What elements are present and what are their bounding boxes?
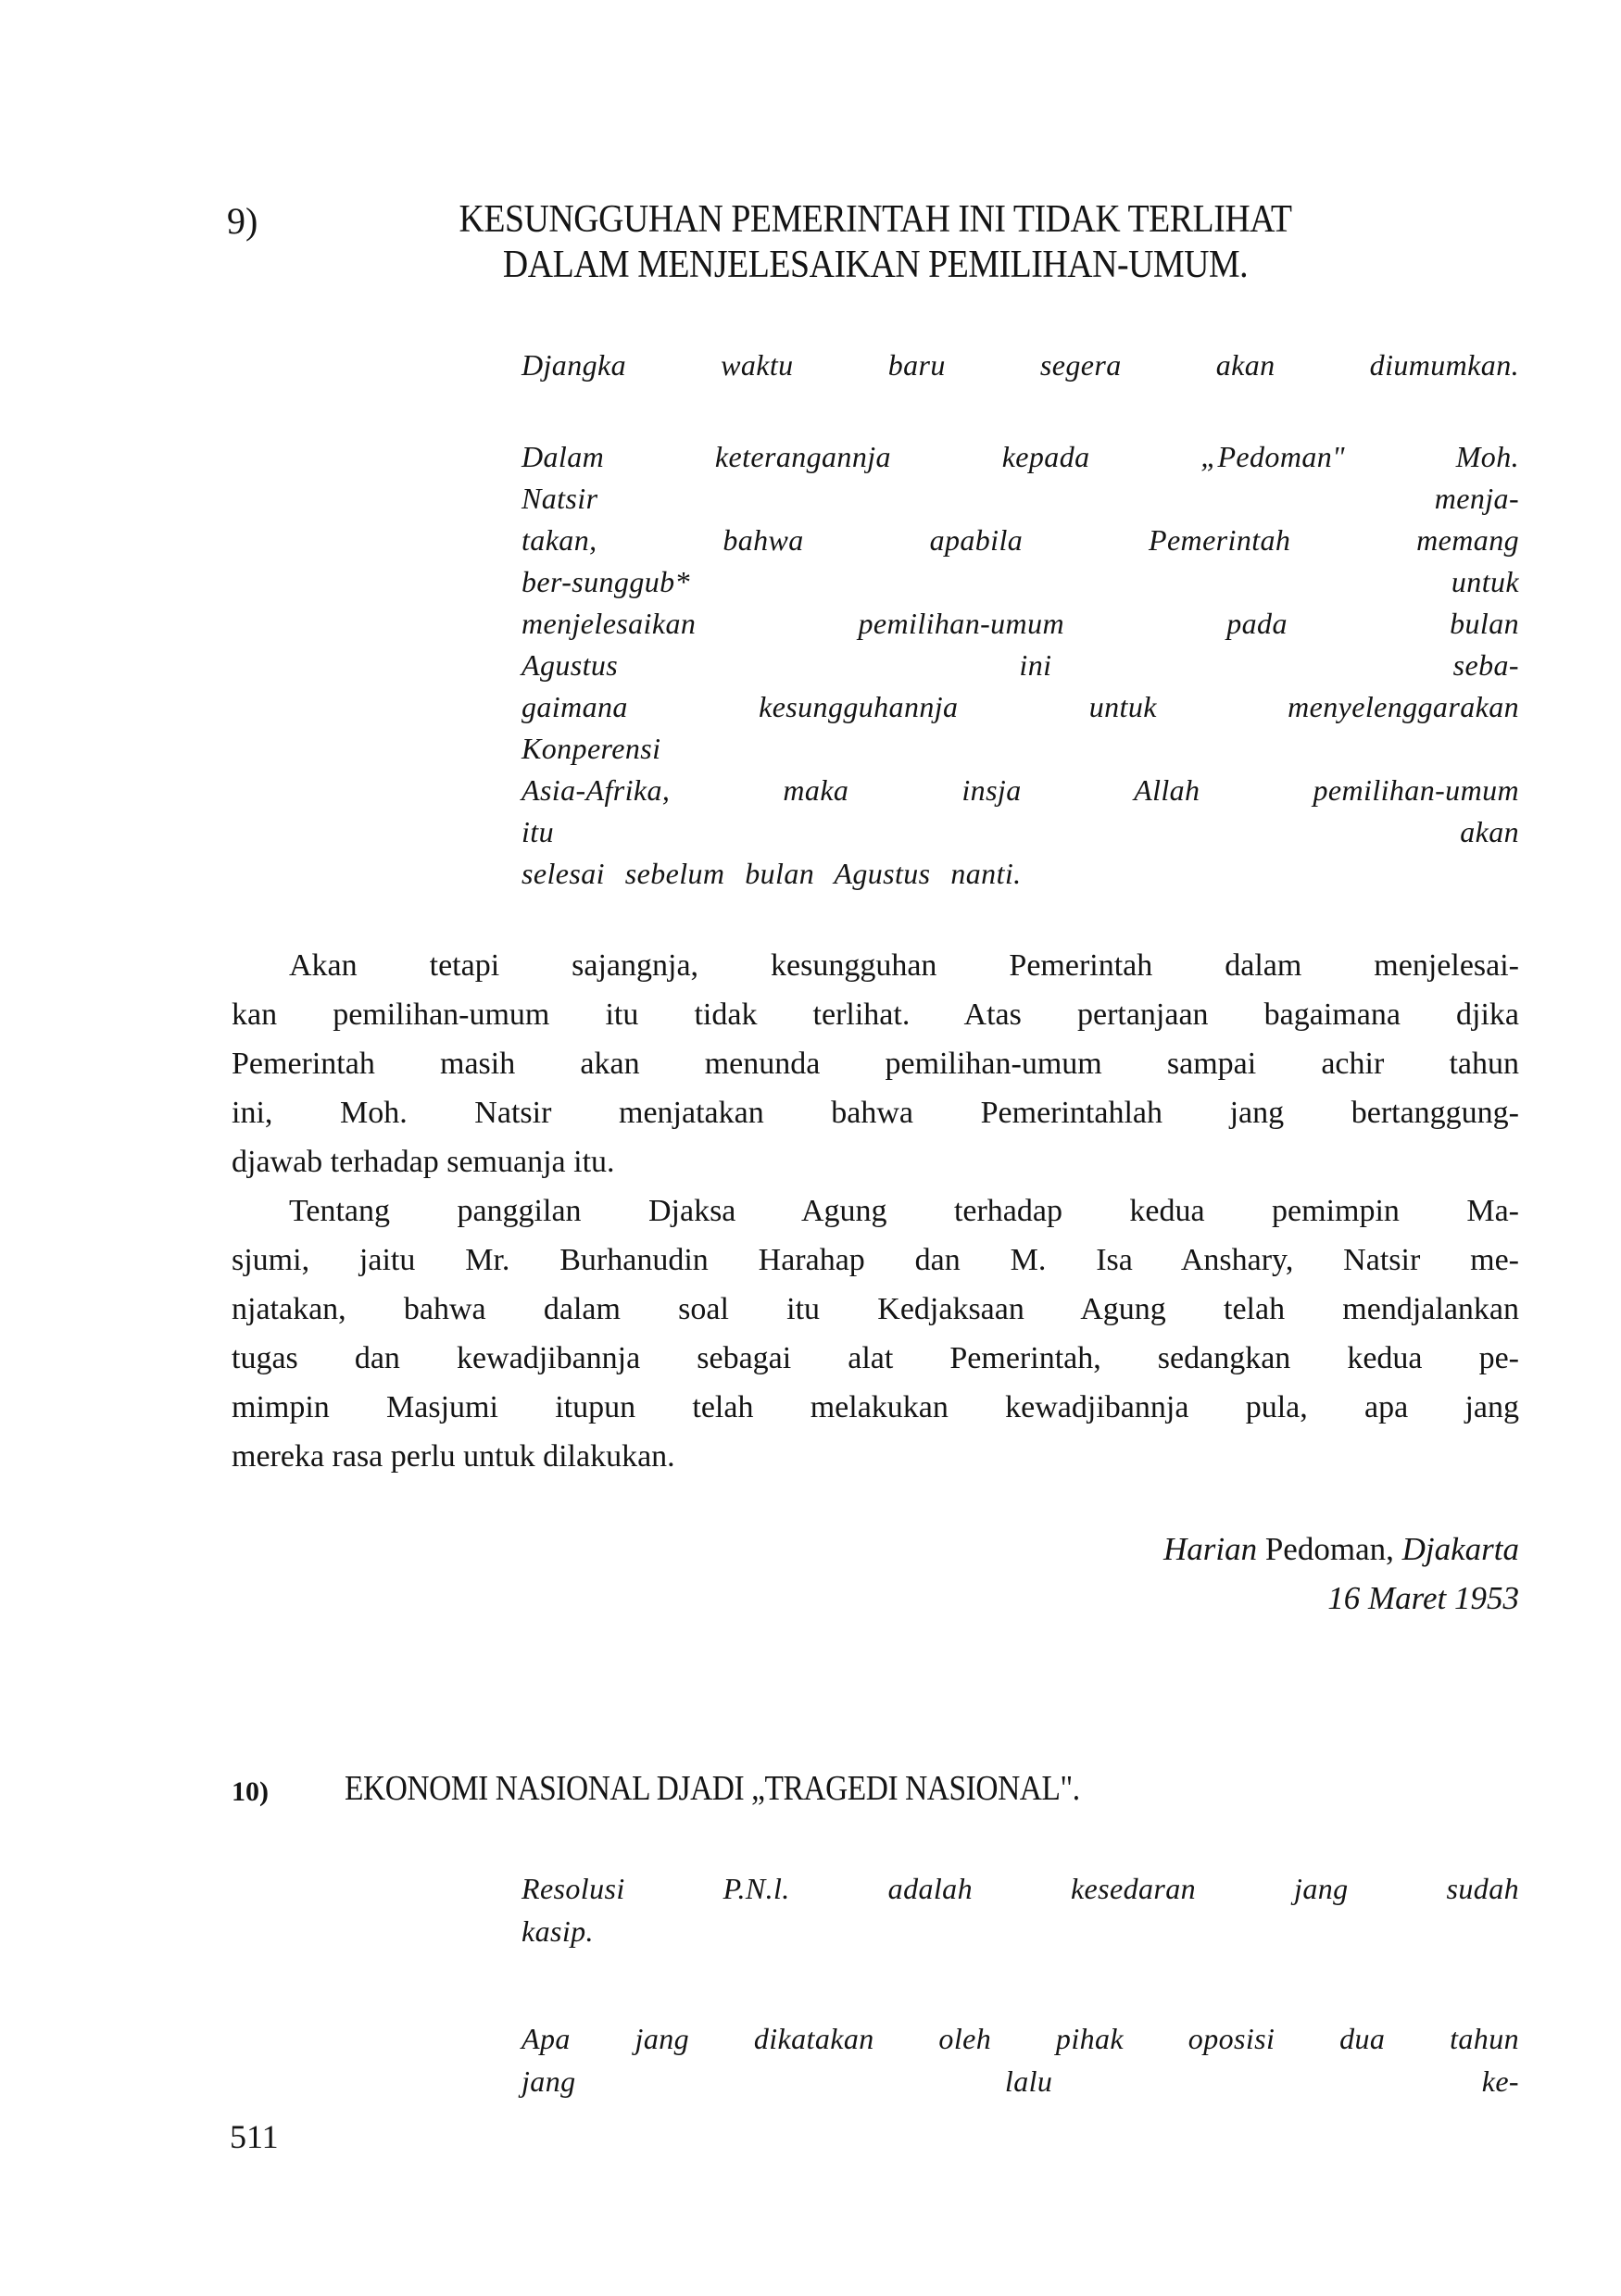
text-line: takan, bahwa apabila Pemerintah memang (521, 523, 1519, 557)
text-line: selesai sebelum bulan Agustus nanti. (521, 857, 1022, 890)
text-line: Asia-Afrika, maka insja Allah pemilihan-umum (521, 773, 1519, 807)
text-line: Dalam keterangannja kepada „Pedoman" Moh. (521, 440, 1519, 473)
text-line: mereka rasa perlu untuk dilakukan. (232, 1439, 675, 1474)
text-line: Pemerintah masih akan menunda pemilihan-umum sampai achir tahun (232, 1047, 1519, 1081)
text-line: njatakan, bahwa dalam soal itu Kedjaksaan Agung telah mendjalankan (232, 1292, 1519, 1326)
page-number: 511 (230, 2118, 279, 2155)
text-line: menjelesaikan pemilihan-umum pada bulan (521, 607, 1519, 640)
attribution-source-prefix: Harian (1162, 1531, 1258, 1567)
text-line: gaimana kesungguhannja untuk menyelenggarakan (521, 690, 1519, 723)
text-line: Akan tetapi sajangnja, kesungguhan Pemerintah dalam menjelesai- (289, 948, 1519, 983)
section-9-heading (232, 197, 1519, 288)
text-line: djawab terhadap semuanja itu. (232, 1145, 615, 1179)
text-line: jang lalu ke- (521, 2064, 1519, 2098)
attribution-block (1163, 1524, 1519, 1623)
attribution-source-name: Pedoman, (1257, 1531, 1402, 1567)
section-10-quote-block (521, 1867, 1519, 2102)
section-9-body-text (232, 941, 1519, 1481)
text-line: Konperensi (521, 732, 661, 765)
text-line: Djangka waktu baru segera akan diumumkan. (521, 348, 1519, 382)
text-line: Tentang panggilan Djaksa Agung terhadap kedua pemimpin Ma- (289, 1194, 1519, 1228)
section-10-marker: 10) (232, 1776, 269, 1807)
text-line: Agustus ini seba- (521, 648, 1519, 682)
text-line: itu akan (521, 815, 1519, 848)
text-line: ini, Moh. Natsir menjatakan bahwa Pemerintahlah jang bertanggung- (232, 1096, 1519, 1130)
blank-line (521, 386, 1519, 436)
attribution-source-city: Djakarta (1401, 1531, 1519, 1567)
text-line: tugas dan kewadjibannja sebagai alat Pemerintah, sedangkan kedua pe- (232, 1341, 1519, 1375)
text-line: kasip. (521, 1914, 594, 1948)
text-line: mimpin Masjumi itupun telah melakukan kewadjibannja pula, apa jang (232, 1390, 1519, 1424)
text-line: kan pemilihan-umum itu tidak terlihat. Atas pertanjaan bagaimana djika (232, 997, 1519, 1032)
attribution-source (1163, 1524, 1519, 1574)
text-line: sjumi, jaitu Mr. Burhanudin Harahap dan M. Isa Anshary, Natsir me- (232, 1243, 1519, 1277)
blank-line (521, 1952, 1519, 2017)
section-9-quote-block (521, 345, 1519, 895)
section-9-heading-line-1: KESUNGGUHAN PEMERINTAH INI TIDAK TERLIHAT (459, 198, 1292, 241)
section-10-heading: EKONOMI NASIONAL DJADI „TRAGEDI NASIONAL". (345, 1769, 1080, 1808)
section-9-marker: 9) (227, 200, 258, 242)
text-line: Natsir menja- (521, 482, 1519, 515)
section-9-heading-line-2: DALAM MENJELESAIKAN PEMILIHAN-UMUM. (502, 244, 1249, 286)
text-line: Apa jang dikatakan oleh pihak oposisi dua tahun (521, 2022, 1519, 2055)
attribution-date: 16 Maret 1953 (1327, 1580, 1519, 1616)
text-line: Resolusi P.N.l. adalah kesedaran jang sudah (521, 1872, 1519, 1905)
text-line: ber-sunggub* untuk (521, 565, 1519, 598)
